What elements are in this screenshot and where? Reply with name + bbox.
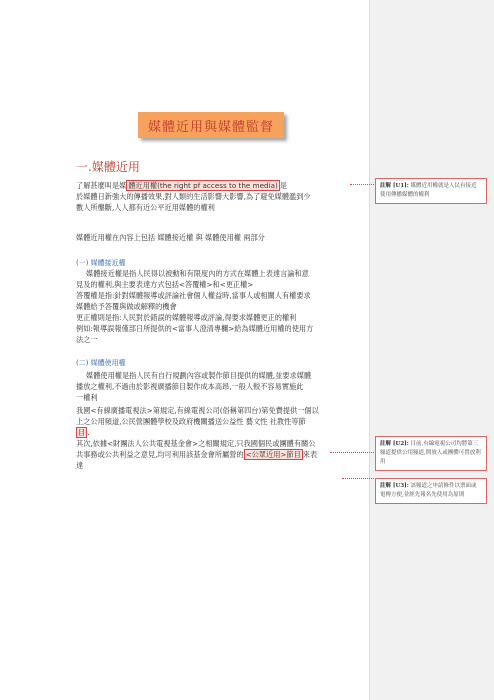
highlighted-term-program[interactable]: 目 — [78, 428, 86, 437]
use-line: 我國<有線廣播電視法>第規定,有線電視公司(俗稱第四台)第免費提供一個以 — [76, 406, 319, 415]
comment-connector — [330, 452, 376, 453]
comment-u3[interactable] — [375, 478, 487, 504]
use-right-paragraph — [76, 370, 362, 471]
comment-text: 媒體近用權就是人民有接近使用傳播媒體的權利 — [380, 183, 477, 198]
subsection-heading-access: (一) 媒體接近權 — [76, 259, 126, 267]
comment-label: 註解 [U1]: — [380, 183, 409, 189]
use-line: 媒體使用權是指人民有自行規劃內容或製作節目提供的媒體,並要求媒體 — [86, 371, 312, 380]
use-line: 一權利 — [76, 393, 98, 402]
intro-text-start: 了解甚麼叫是媒 — [76, 181, 127, 190]
intro-paragraph — [76, 180, 362, 213]
access-line: 答覆權是指:針對媒體報導或評論社會個人權益時,當事人或相關人有權要求 — [76, 291, 311, 300]
access-line: 媒體接近權是指人民得以被動和有限度內的方式在媒體上表達言論和意 — [86, 269, 309, 278]
access-right-paragraph — [76, 268, 362, 345]
access-line: 法之一 — [76, 335, 98, 344]
access-line: 見及的權利,與主要表達方式包括<答覆權>和<更正權> — [76, 280, 254, 289]
intro-text-end: 是 — [279, 181, 287, 190]
access-line: 例如:報導誤報僅部日所提供的<當事人澄清專欄>給為媒體近用權的使用方 — [76, 324, 314, 333]
use-line: 達 — [76, 461, 84, 470]
use-line: 上之公用頻道,公民營團體學校及政府機關播送公益性 藝文性 社教性等節 — [76, 417, 306, 426]
subsection-heading-use: (二) 媒體使用權 — [76, 359, 126, 367]
comment-label: 註解 [U3]: — [380, 483, 409, 489]
comment-text: 該頻道之申請條件以票面或電傳方便,並經先報名先使用為原則 — [380, 483, 477, 498]
use-line-7-start: 共事務或公共利益之意見,均可利用該基金會所屬營的 — [76, 450, 244, 459]
use-line: 其次,依據<財團法人公共電視基金會>之相關規定,只我國個民或團體有關公 — [76, 439, 316, 448]
document-title-box — [138, 112, 284, 138]
highlighted-term-public-access[interactable]: <公眾近用>節目 — [245, 450, 301, 459]
comment-u1[interactable] — [375, 178, 487, 204]
access-line: 媒體給予答覆與做或解釋的機會 — [76, 302, 177, 311]
comment-connector — [342, 478, 376, 479]
use-line-7-end: 來表 — [302, 450, 318, 459]
use-line-end: . — [87, 428, 90, 437]
summary-paragraph: 媒體近用權在內容上包括 媒體接近權 與 媒體使用權 兩部分 — [76, 233, 265, 242]
document-title: 媒體近用與媒體監督 — [147, 119, 274, 135]
highlighted-term-access-right[interactable]: 體近用權(the right pf access to the media) — [128, 181, 278, 190]
comment-margin-pane — [369, 0, 494, 700]
comment-u2[interactable] — [375, 436, 487, 471]
comment-connector — [350, 184, 376, 185]
section-heading: 一.媒體近用 — [76, 160, 140, 174]
access-line: 更正權則是指:人民對於錯誤的媒體報導或評論,得要求媒體更正的權利 — [76, 313, 297, 322]
comment-label: 註解 [U2]: — [380, 441, 409, 447]
intro-line-2: 於媒體日新強大的傳播效果,對人類的生活影響大影響,為了避免媒體濫到少 — [76, 192, 311, 201]
comment-text: 目前,有線電視公司均將第三頻道提供公用頻道,開放人或團體可置放利用 — [380, 441, 481, 465]
intro-line-3: 數人所壟斷,人人都有近公平近用媒體的權利 — [76, 203, 215, 212]
use-line: 播放之權利,不過由於影視廣播節目製作成本高昂,一般人較不容易實施此 — [76, 382, 304, 391]
